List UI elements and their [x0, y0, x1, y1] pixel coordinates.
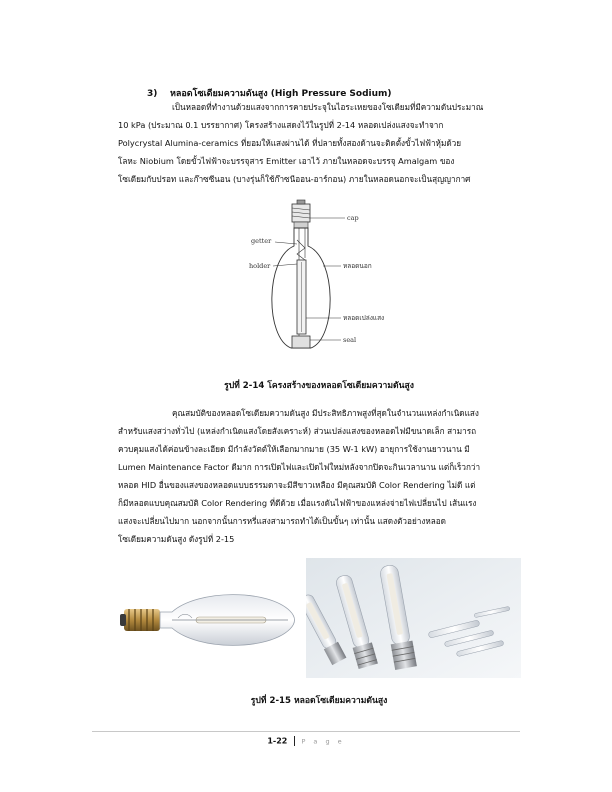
- section-number: 3): [147, 89, 158, 99]
- paragraph-line: ก็มีหลอดแบบคุณสมบัติ Color Rendering ที่ดีด้วย เมื่อแรงดันไฟฟ้าของแหล่งจ่ายไฟเปลี่ยนไป เส้นแรง: [118, 498, 477, 508]
- footer-separator: [294, 736, 295, 746]
- label-seal: seal: [343, 336, 357, 344]
- figure-caption: รูปที่ 2-15 หลอดโซเดียมความดันสูง: [250, 696, 388, 706]
- getter-mark: [297, 240, 305, 260]
- footer-divider: [92, 731, 520, 732]
- paragraph-line: คุณสมบัติของหลอดโซเดียมความดันสูง มีประสิทธิภาพสูงที่สุดในจำนวนแหล่งกำเนิดแสง: [172, 408, 479, 418]
- paragraph-line: ควบคุมแสงได้ค่อนข้างละเอียด มีกำลังวัตต์ให้เลือกมากมาย (35 W-1 kW) อายุการใช้งานยาวนาน มี: [118, 444, 470, 454]
- figure-caption: รูปที่ 2-14 โครงสร้างของหลอดโซเดียมความดันสูง: [224, 381, 414, 391]
- paragraph-line: สำหรับแสงสว่างทั่วไป (แหล่งกำเนิดแสงโดยสังเคราะห์) ส่วนเปล่งแสงของหลอดไฟมีขนาดเล็ก สามารถ: [118, 426, 477, 436]
- paragraph-line: โลหะ Niobium โดยขั้วไฟฟ้าจะบรรจุสาร Emitter เอาไว้ ภายในหลอดจะบรรจุ Amalgam ของ: [118, 156, 455, 166]
- label-arc-tube: หลอดเปล่งแสง: [343, 314, 385, 322]
- label-outer-bulb: หลอดนอก: [343, 262, 372, 270]
- paragraph-line: 10 kPa (ประมาณ 0.1 บรรยากาศ) โครงสร้างแสดงไว้ในรูปที่ 2-14 หลอดเปล่งแสงจะทำจาก: [118, 120, 444, 130]
- paragraph-properties: [118, 404, 520, 548]
- page-number: 1-22: [267, 736, 288, 746]
- paragraph-line: Lumen Maintenance Factor ดีมาก การเปิดไฟและเปิดไฟใหม่หลังจากปิดจะกินเวลานาน แต่ก็เร็วกว่า: [118, 462, 481, 472]
- paragraph-line: แสงจะเปลี่ยนไปมาก นอกจากนั้นการหรี่แสงสามารถทำได้เป็นขั้นๆ เท่านั้น แสดงตัวอย่างหลอด: [118, 516, 446, 526]
- page-footer: [0, 736, 612, 746]
- paragraph-line: โซเดียมความดันสูง ดังรูปที่ 2-15: [118, 534, 235, 544]
- lamp-seal: [292, 336, 310, 348]
- lamp-structure-diagram: [225, 198, 405, 368]
- paragraph-line: หลอด HID อื่นของแสงของหลอดแบบธรรมดาจะมีสีขาวเหลือง มีคุณสมบัติ Color Rendering ไม่ดี แต่: [118, 480, 476, 490]
- label-holder: holder: [249, 262, 271, 270]
- paragraph-line: Polycrystal Alumina-ceramics ที่ยอมให้แสงผ่านได้ ที่ปลายทั้งสองด้านจะติดตั้งขั้วไฟฟ้าหุ้มด้วย: [118, 138, 462, 148]
- paragraph-line: เป็นหลอดที่ทำงานด้วยแสงจากการคายประจุในไอระเหยของโซเดียมที่มีความดันประมาณ: [172, 102, 484, 112]
- paragraph-structure: [118, 98, 520, 188]
- section-title: หลอดโซเดียมความดันสูง (High Pressure Sodium): [169, 89, 392, 99]
- label-cap: cap: [347, 214, 359, 222]
- page-label: P a g e: [301, 737, 345, 746]
- lamp-cap: [292, 200, 310, 228]
- hps-lamp-photo-ellipsoid: [118, 583, 300, 655]
- label-getter: getter: [251, 237, 272, 245]
- paragraph-line: โซเดียมกับปรอท และก๊าซซีนอน (บางรุ่นก็ใช้ก๊าซนีออน-อาร์กอน) ภายในหลอดนอกจะเป็นสุญญากาศ: [118, 174, 471, 184]
- hps-lamp-photo-tubular: [306, 558, 521, 678]
